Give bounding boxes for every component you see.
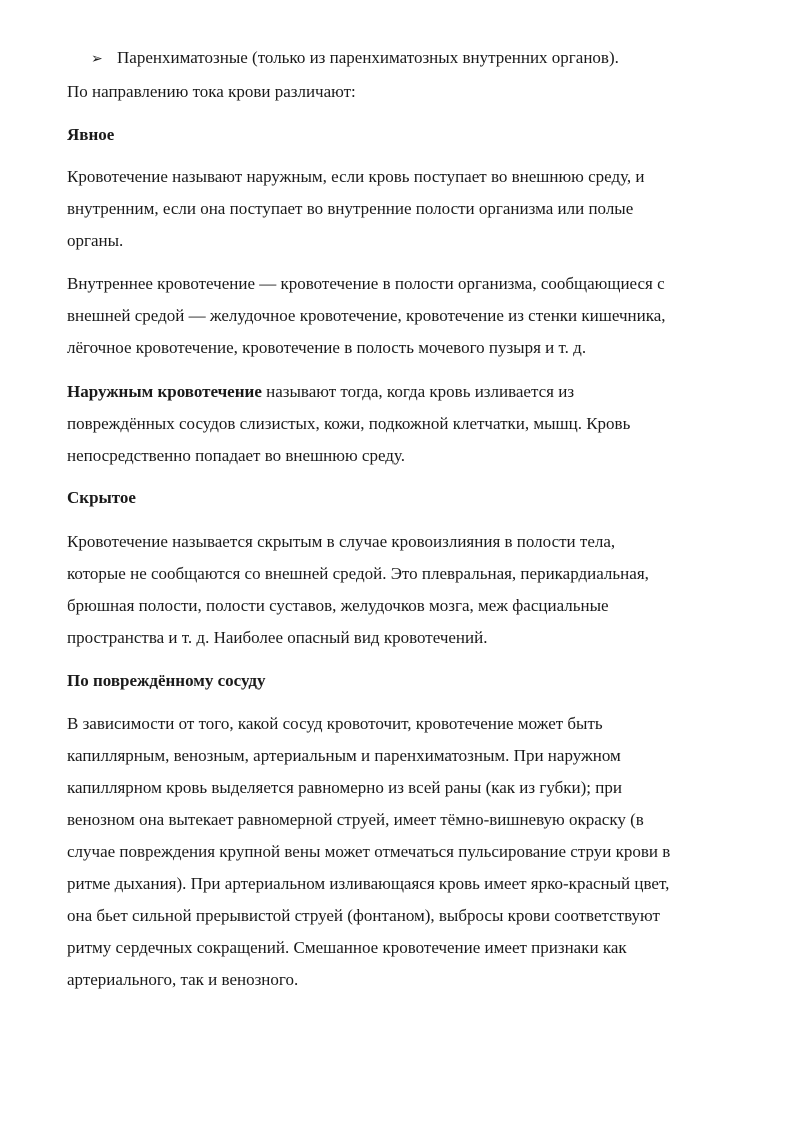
line (67, 376, 757, 408)
heading-hidden: Скрытое (67, 488, 136, 507)
line: ритму сердечных сокращений. Смешанное кровотечение имеет признаки как (67, 938, 627, 957)
line: брюшная полости, полости суставов, желудочков мозга, меж фасциальные (67, 596, 609, 615)
line: внутренним, если она поступает во внутренние полости организма или полые (67, 199, 634, 218)
line: Кровотечение называется скрытым в случае кровоизлияния в полости тела, (67, 532, 616, 551)
line: венозном она вытекает равномерной струей, имеет тёмно-вишневую окраску (в (67, 810, 644, 829)
bullet-text: Паренхиматозные (только из паренхиматозных внутренних органов). (117, 48, 619, 67)
line: которые не сообщаются со внешней средой. Это плевральная, перикардиальная, (67, 564, 649, 583)
line: она бьет сильной прерывистой струей (фонтаном), выбросы крови соответствуют (67, 906, 660, 925)
line-rest: называют тогда, когда кровь изливается из (261, 382, 575, 401)
heading-explicit: Явное (67, 125, 115, 144)
line: капиллярным, венозным, артериальным и паренхиматозным. При наружном (67, 746, 621, 765)
paragraph-vessel (67, 708, 757, 996)
line: Кровотечение называют наружным, если кровь поступает во внешнюю среду, и (67, 167, 645, 186)
paragraph-hidden (67, 526, 757, 654)
line: капиллярном кровь выделяется равномерно из всей раны (как из губки); при (67, 778, 622, 797)
line: органы. (67, 231, 124, 250)
line: непосредственно попадает во внешнюю среду. (67, 446, 405, 465)
arrow-bullet-icon: ➢ (91, 51, 103, 67)
bullet-item (91, 46, 619, 71)
line: внешней средой — желудочное кровотечение, кровотечение из стенки кишечника, (67, 306, 666, 325)
paragraph-explicit-1 (67, 161, 757, 257)
intro-text: По направлению тока крови различают: (67, 82, 356, 101)
line: артериального, так и венозного. (67, 970, 299, 989)
bold-term: Наружным кровотечение (67, 382, 262, 401)
heading-vessel: По повреждённому сосуду (67, 671, 266, 690)
line: лёгочное кровотечение, кровотечение в полость мочевого пузыря и т. д. (67, 338, 587, 357)
line: пространства и т. д. Наиболее опасный вид кровотечений. (67, 628, 488, 647)
line: повреждённых сосудов слизистых, кожи, подкожной клетчатки, мышц. Кровь (67, 414, 631, 433)
paragraph-explicit-2 (67, 268, 757, 364)
line: Внутреннее кровотечение — кровотечение в полости организма, сообщающиеся с (67, 274, 665, 293)
paragraph-explicit-3 (67, 376, 757, 472)
line: ритме дыхания). При артериальном изливающаяся кровь имеет ярко-красный цвет, (67, 874, 670, 893)
line: случае повреждения крупной вены может отмечаться пульсирование струи крови в (67, 842, 671, 861)
line: В зависимости от того, какой сосуд кровоточит, кровотечение может быть (67, 714, 603, 733)
